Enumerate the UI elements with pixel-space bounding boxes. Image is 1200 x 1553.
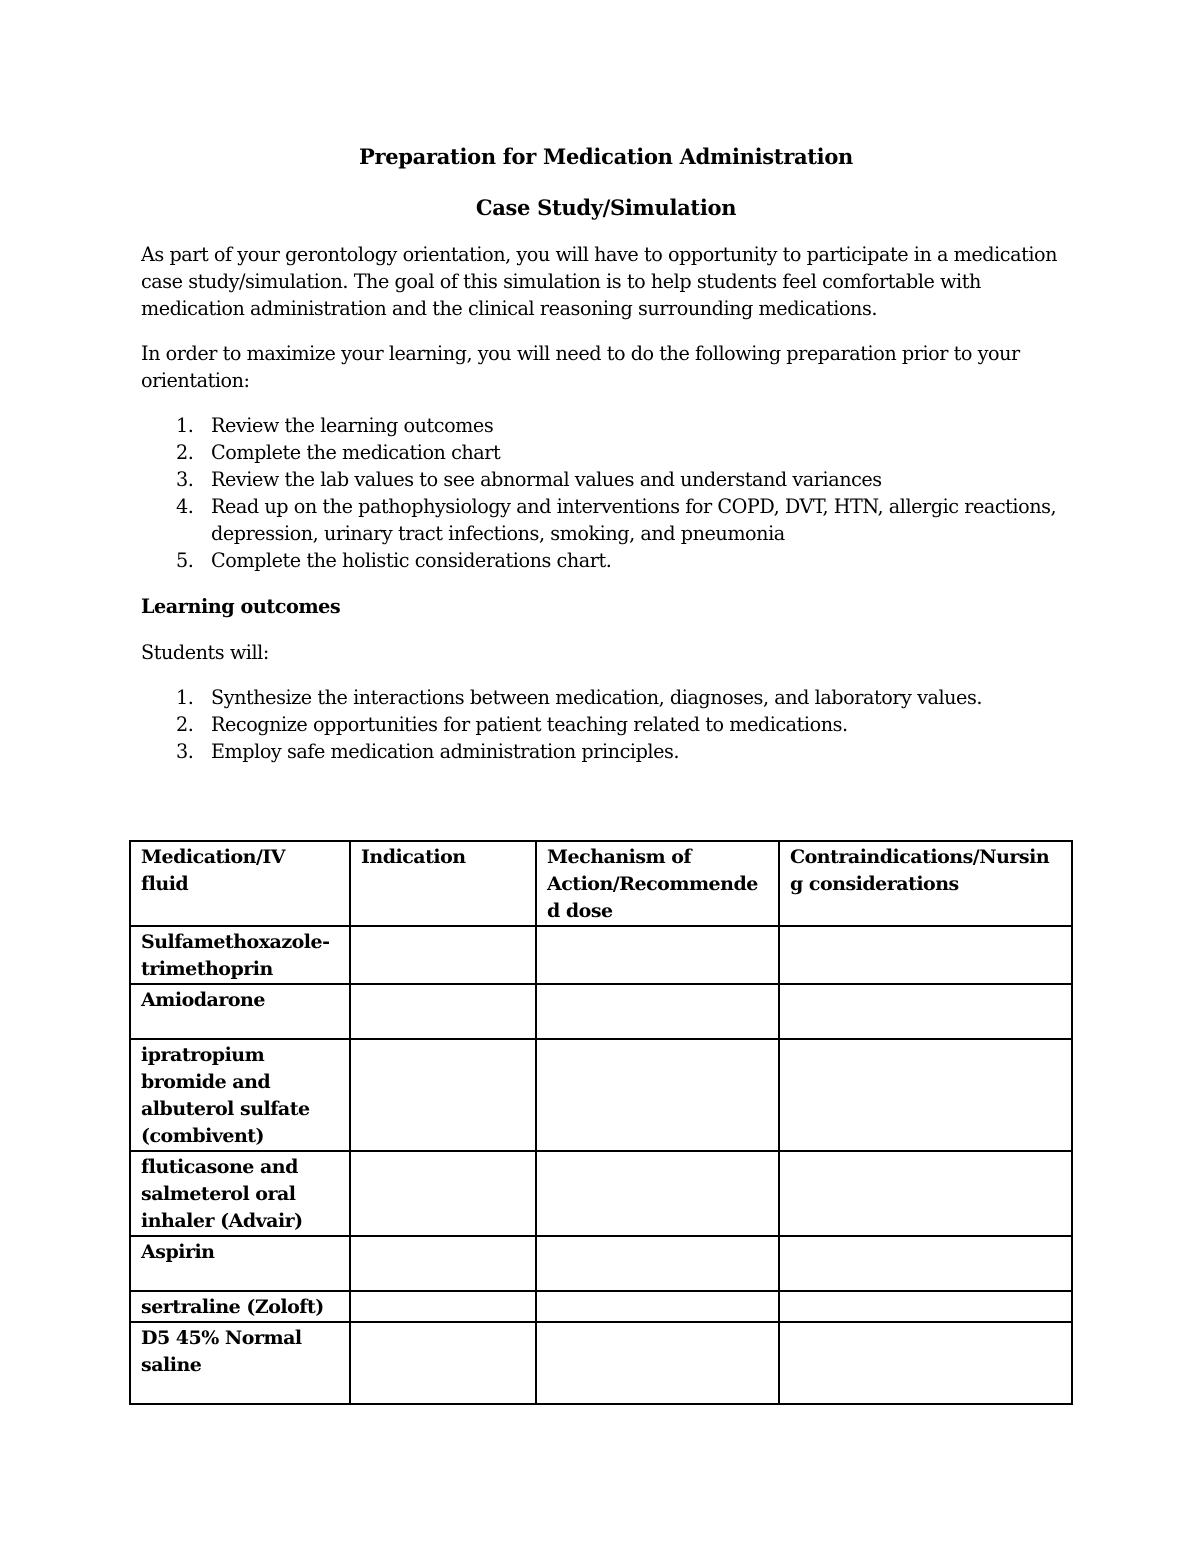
header-label: Medication/IV fluid (141, 846, 286, 895)
mechanism-input-cell[interactable] (536, 1322, 779, 1404)
indication-input-cell[interactable] (350, 1151, 536, 1236)
indication-input-cell[interactable] (350, 984, 536, 1039)
table-header-row (130, 841, 1072, 926)
indication-input-cell[interactable] (350, 1039, 536, 1151)
header-cell-mechanism (536, 841, 779, 926)
list-number: 2. (176, 713, 194, 736)
list-item (141, 711, 1071, 738)
list-number: 4. (176, 495, 194, 518)
table-row (130, 1322, 1072, 1404)
header-label: Indication (361, 846, 466, 868)
list-number: 1. (176, 686, 194, 709)
medication-name: sertraline (Zoloft) (141, 1296, 324, 1318)
contraindications-input-cell[interactable] (779, 1151, 1072, 1236)
list-number: 3. (176, 740, 194, 763)
indication-input-cell[interactable] (350, 926, 536, 984)
medication-name: D5 45% Normal saline (141, 1327, 302, 1376)
medication-cell (130, 1039, 350, 1151)
medication-name: Aspirin (141, 1241, 215, 1263)
medication-cell (130, 1291, 350, 1322)
table-row (130, 1039, 1072, 1151)
header-cell-indication (350, 841, 536, 926)
medication-chart (129, 840, 1073, 1405)
list-item-text: Employ safe medication administration principles. (211, 740, 680, 763)
contraindications-input-cell[interactable] (779, 1039, 1072, 1151)
indication-input-cell[interactable] (350, 1291, 536, 1322)
list-number: 1. (176, 414, 194, 437)
page-subtitle: Case Study/Simulation (475, 195, 737, 220)
contraindications-input-cell[interactable] (779, 1322, 1072, 1404)
header-label: Mechanism of Action/Recommende d dose (547, 846, 758, 922)
table-row (130, 984, 1072, 1039)
list-item-text: Synthesize the interactions between medication, diagnoses, and laboratory values. (211, 686, 982, 709)
intro-paragraph: As part of your gerontology orientation, you will have to opportunity to participate in a medication case study/simulation. The goal of this simulation is to help students feel comfortable with medication administration and the clinical reasoning surrounding medications. (141, 243, 1058, 320)
preparation-list (141, 412, 1071, 574)
list-item-text: Review the lab values to see abnormal values and understand variances (211, 468, 882, 491)
medication-cell (130, 926, 350, 984)
medication-cell (130, 1322, 350, 1404)
medication-name: Amiodarone (141, 989, 265, 1011)
list-item (141, 493, 1071, 547)
header-label: Contraindications/Nursin g considerations (790, 846, 1050, 895)
list-item-text: Recognize opportunities for patient teaching related to medications. (211, 713, 848, 736)
mechanism-input-cell[interactable] (536, 1151, 779, 1236)
indication-input-cell[interactable] (350, 1322, 536, 1404)
list-item (141, 439, 1071, 466)
header-cell-contraindications (779, 841, 1072, 926)
outcomes-heading: Learning outcomes (141, 595, 341, 618)
table-row (130, 1291, 1072, 1322)
list-item-text: Complete the medication chart (211, 441, 501, 464)
mechanism-input-cell[interactable] (536, 926, 779, 984)
mechanism-input-cell[interactable] (536, 1291, 779, 1322)
preparation-paragraph: In order to maximize your learning, you will need to do the following preparation prior to your orientation: (141, 342, 1020, 392)
list-item (141, 738, 1071, 765)
mechanism-input-cell[interactable] (536, 984, 779, 1039)
list-item (141, 466, 1071, 493)
list-item-text: Read up on the pathophysiology and interventions for COPD, DVT, HTN, allergic reactions, depression, urinary tract infections, smoking, and pneumonia (211, 495, 1057, 545)
page-title: Preparation for Medication Administration (358, 144, 854, 169)
list-number: 3. (176, 468, 194, 491)
students-will-text: Students will: (141, 641, 269, 664)
medication-name: ipratropium bromide and albuterol sulfate (combivent) (141, 1044, 310, 1147)
contraindications-input-cell[interactable] (779, 1291, 1072, 1322)
indication-input-cell[interactable] (350, 1236, 536, 1291)
table-row (130, 1236, 1072, 1291)
medication-name: fluticasone and salmeterol oral inhaler (Advair) (141, 1156, 303, 1232)
mechanism-input-cell[interactable] (536, 1236, 779, 1291)
table-row (130, 1151, 1072, 1236)
outcomes-list (141, 684, 1071, 765)
contraindications-input-cell[interactable] (779, 926, 1072, 984)
document-body (141, 140, 1071, 765)
contraindications-input-cell[interactable] (779, 984, 1072, 1039)
list-item (141, 684, 1071, 711)
list-item (141, 547, 1071, 574)
table-row (130, 926, 1072, 984)
mechanism-input-cell[interactable] (536, 1039, 779, 1151)
list-item (141, 412, 1071, 439)
contraindications-input-cell[interactable] (779, 1236, 1072, 1291)
list-item-text: Complete the holistic considerations chart. (211, 549, 612, 572)
medication-name: Sulfamethoxazole- trimethoprin (141, 931, 330, 980)
list-number: 2. (176, 441, 194, 464)
medication-cell (130, 984, 350, 1039)
medication-cell (130, 1151, 350, 1236)
header-cell-medication (130, 841, 350, 926)
list-item-text: Review the learning outcomes (211, 414, 494, 437)
medication-cell (130, 1236, 350, 1291)
list-number: 5. (176, 549, 194, 572)
